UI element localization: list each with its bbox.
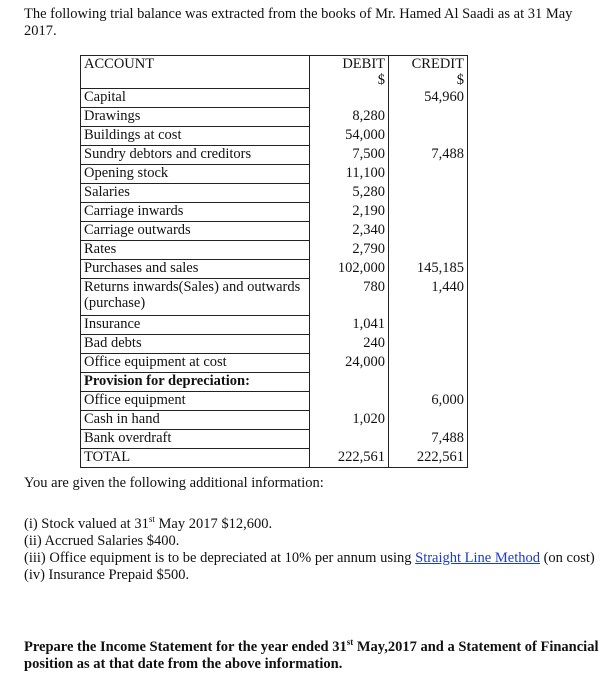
credit-cell (389, 241, 468, 260)
debit-cell: 240 (310, 335, 389, 354)
table-header-row (81, 56, 468, 89)
debit-cell (310, 392, 389, 411)
info-item-2: (ii) Accrued Salaries $400. (24, 532, 180, 549)
table-row (81, 241, 468, 260)
table-row (81, 354, 468, 373)
account-cell: Office equipment at cost (81, 354, 310, 373)
debit-cell (310, 430, 389, 449)
info-item-1-text-b: May 2017 $12,600. (154, 515, 273, 532)
table-row (81, 335, 468, 354)
total-row (81, 449, 468, 468)
debit-cell: 102,000 (310, 260, 389, 279)
credit-cell (389, 203, 468, 222)
account-cell: Bad debts (81, 335, 310, 354)
info-item-4: (iv) Insurance Prepaid $500. (24, 566, 190, 583)
account-cell: Provision for depreciation: (81, 373, 310, 392)
table-row (81, 430, 468, 449)
table-row (81, 184, 468, 203)
intro-text: The following trial balance was extracted from the books of Mr. Hamed Al Saadi as at 31 May 2017. (24, 6, 573, 39)
credit-cell: 1,440 (389, 279, 468, 316)
info-item-1 (24, 511, 604, 533)
trial-balance-table (80, 55, 468, 468)
table-row (81, 260, 468, 279)
info-item-1-text: (i) Stock valued at 31 (24, 515, 149, 532)
credit-cell (389, 373, 468, 392)
debit-cell (310, 373, 389, 392)
header-account: ACCOUNT (84, 56, 155, 72)
credit-cell (389, 127, 468, 146)
additional-info-lead: You are given the following additional information: (24, 475, 324, 491)
credit-cell (389, 165, 468, 184)
account-cell: Carriage inwards (81, 203, 310, 222)
debit-cell: 2,340 (310, 222, 389, 241)
header-credit-label: CREDIT (411, 56, 464, 72)
credit-cell: 6,000 (389, 392, 468, 411)
table-row (81, 222, 468, 241)
credit-cell: 145,185 (389, 260, 468, 279)
account-cell: Bank overdraft (81, 430, 310, 449)
debit-cell: 5,280 (310, 184, 389, 203)
account-cell: TOTAL (81, 449, 310, 468)
table-row (81, 411, 468, 430)
table-row (81, 373, 468, 392)
debit-cell: 8,280 (310, 108, 389, 127)
table-row (81, 146, 468, 165)
header-debit (310, 56, 389, 89)
credit-cell: 7,488 (389, 430, 468, 449)
debit-cell: 11,100 (310, 165, 389, 184)
credit-cell (389, 316, 468, 335)
credit-cell (389, 184, 468, 203)
debit-cell: 2,190 (310, 203, 389, 222)
account-cell: Rates (81, 241, 310, 260)
table-row (81, 108, 468, 127)
task-instruction (24, 634, 599, 673)
header-debit-label: DEBIT (342, 56, 385, 72)
debit-cell: 2,790 (310, 241, 389, 260)
credit-cell (389, 411, 468, 430)
account-cell: Capital (81, 89, 310, 108)
table-row (81, 392, 468, 411)
debit-total: 222,561 (310, 449, 389, 468)
debit-cell: 7,500 (310, 146, 389, 165)
table-row (81, 279, 468, 316)
table-row (81, 203, 468, 222)
table-row (81, 127, 468, 146)
debit-cell: 24,000 (310, 354, 389, 373)
header-debit-unit: $ (377, 72, 385, 88)
table-row (81, 316, 468, 335)
account-cell: Salaries (81, 184, 310, 203)
debit-cell: 1,020 (310, 411, 389, 430)
debit-cell: 1,041 (310, 316, 389, 335)
info-item-3-text-b: (on cost) (539, 549, 595, 566)
table-row (81, 89, 468, 108)
task-sup: st (346, 637, 354, 647)
account-cell: Opening stock (81, 165, 310, 184)
credit-cell: 7,488 (389, 146, 468, 165)
debit-cell: 780 (310, 279, 389, 316)
credit-cell (389, 354, 468, 373)
account-cell: Sundry debtors and creditors (81, 146, 310, 165)
task-text-a: Prepare the Income Statement for the year ended 31 (24, 638, 347, 655)
credit-cell: 54,960 (389, 89, 468, 108)
credit-cell (389, 222, 468, 241)
straight-line-method-link[interactable]: Straight Line Method (415, 549, 540, 566)
debit-cell: 54,000 (310, 127, 389, 146)
table-row (81, 165, 468, 184)
info-item-3 (24, 550, 604, 567)
additional-info-list (24, 511, 604, 584)
account-cell: Carriage outwards (81, 222, 310, 241)
info-item-3-text: (iii) Office equipment is to be depreciated at 10% per annum using (24, 549, 416, 566)
account-cell: Purchases and sales (81, 260, 310, 279)
credit-total: 222,561 (389, 449, 468, 468)
header-credit-unit: $ (456, 72, 464, 88)
account-cell: Drawings (81, 108, 310, 127)
debit-cell (310, 89, 389, 108)
account-cell: Office equipment (81, 392, 310, 411)
account-cell: Returns inwards(Sales) and outwards (purchase) (81, 279, 310, 316)
header-credit (389, 56, 468, 89)
account-cell: Cash in hand (81, 411, 310, 430)
credit-cell (389, 335, 468, 354)
account-cell: Buildings at cost (81, 127, 310, 146)
account-cell: Insurance (81, 316, 310, 335)
task-text-b: May,2017 and a Statement of Financial position as at that date from the above information. (24, 638, 599, 672)
credit-cell (389, 108, 468, 127)
info-item-1-sup: st (148, 514, 155, 524)
